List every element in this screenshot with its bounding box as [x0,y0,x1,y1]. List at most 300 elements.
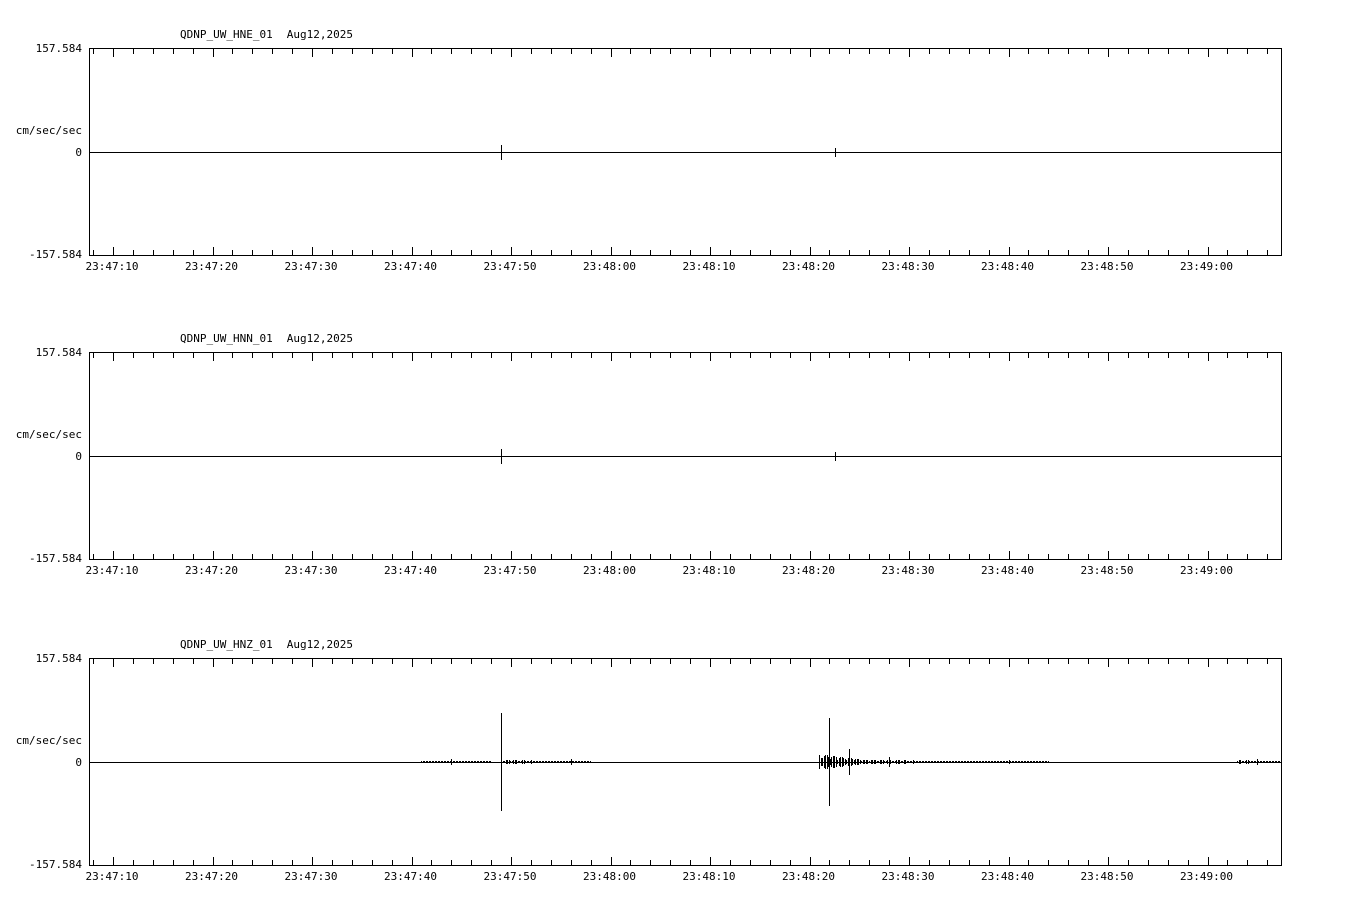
axis-minor-tick [770,554,771,559]
trace-baseline-hnz [90,762,1281,763]
axis-minor-tick [730,554,731,559]
axis-minor-tick [173,353,174,358]
y-axis-min-label: -157.584 [29,248,82,261]
axis-minor-tick [431,554,432,559]
axis-minor-tick [929,860,930,865]
axis-minor-tick [949,554,950,559]
y-axis-zero-label: 0 [75,756,82,769]
axis-minor-tick [929,659,930,664]
axis-minor-tick [571,659,572,664]
axis-minor-tick [1188,49,1189,54]
top-tick-row [90,353,1281,359]
axis-minor-tick [491,49,492,54]
axis-minor-tick [252,353,253,358]
axis-major-tick [810,551,811,559]
axis-minor-tick [232,860,233,865]
axis-minor-tick [1068,250,1069,255]
axis-major-tick [1009,49,1010,57]
axis-minor-tick [889,353,890,358]
axis-major-tick [213,659,214,667]
axis-minor-tick [790,860,791,865]
axis-minor-tick [849,250,850,255]
axis-minor-tick [471,860,472,865]
axis-minor-tick [1028,554,1029,559]
axis-minor-tick [770,49,771,54]
axis-major-tick [909,857,910,865]
axis-minor-tick [451,49,452,54]
axis-minor-tick [571,353,572,358]
axis-minor-tick [173,49,174,54]
axis-major-tick [113,857,114,865]
axis-minor-tick [969,554,970,559]
axis-minor-tick [193,554,194,559]
y-axis-units-label: cm/sec/sec [15,734,82,747]
axis-major-tick [1208,49,1209,57]
axis-major-tick [113,659,114,667]
axis-minor-tick [153,49,154,54]
axis-minor-tick [332,353,333,358]
coda-sample [1281,761,1282,763]
axis-minor-tick [1128,250,1129,255]
axis-minor-tick [790,49,791,54]
axis-minor-tick [571,250,572,255]
axis-major-tick [909,353,910,361]
axis-minor-tick [750,860,751,865]
axis-minor-tick [352,353,353,358]
axis-major-tick [113,551,114,559]
axis-minor-tick [1068,659,1069,664]
axis-minor-tick [1128,860,1129,865]
axis-minor-tick [1267,860,1268,865]
y-axis-units-label: cm/sec/sec [15,428,82,441]
axis-major-tick [1208,353,1209,361]
axis-minor-tick [531,659,532,664]
axis-minor-tick [1247,353,1248,358]
axis-minor-tick [1148,49,1149,54]
axis-minor-tick [571,860,572,865]
axis-minor-tick [1148,659,1149,664]
axis-minor-tick [1128,554,1129,559]
y-axis-max-label: 157.584 [35,346,82,359]
axis-minor-tick [153,353,154,358]
axis-minor-tick [849,353,850,358]
axis-major-tick [611,49,612,57]
x-tick-label: 23:47:50 [483,870,537,883]
axis-minor-tick [471,353,472,358]
axis-minor-tick [650,554,651,559]
panel-date-label: Aug12,2025 [286,638,353,651]
axis-minor-tick [989,353,990,358]
axis-minor-tick [272,659,273,664]
axis-minor-tick [1227,49,1228,54]
axis-minor-tick [670,250,671,255]
axis-minor-tick [869,659,870,664]
axis-minor-tick [332,250,333,255]
axis-minor-tick [989,860,990,865]
axis-minor-tick [790,554,791,559]
axis-minor-tick [1267,250,1268,255]
axis-minor-tick [292,353,293,358]
top-tick-row [90,659,1281,665]
axis-minor-tick [591,353,592,358]
x-tick-label: 23:47:50 [483,564,537,577]
x-axis-labels-hnn [85,564,1282,582]
x-axis-labels-hne [85,260,1282,278]
axis-minor-tick [1188,554,1189,559]
x-tick-label: 23:48:10 [682,870,736,883]
axis-minor-tick [332,554,333,559]
axis-major-tick [213,551,214,559]
axis-major-tick [412,49,413,57]
axis-minor-tick [392,554,393,559]
axis-major-tick [312,49,313,57]
panel-station-label: QDNP_UW_HNN_01 [180,332,273,345]
axis-minor-tick [332,860,333,865]
axis-minor-tick [272,353,273,358]
x-tick-label: 23:47:30 [284,564,338,577]
x-tick-label: 23:47:30 [284,260,338,273]
axis-minor-tick [1068,554,1069,559]
axis-major-tick [710,857,711,865]
axis-major-tick [611,247,612,255]
x-tick-label: 23:48:20 [782,260,835,273]
axis-minor-tick [989,554,990,559]
axis-minor-tick [1048,49,1049,54]
axis-major-tick [412,551,413,559]
axis-minor-tick [670,554,671,559]
axis-minor-tick [969,860,970,865]
axis-minor-tick [889,860,890,865]
axis-minor-tick [352,49,353,54]
axis-major-tick [1108,659,1109,667]
axis-minor-tick [1088,353,1089,358]
axis-minor-tick [93,250,94,255]
axis-minor-tick [332,659,333,664]
axis-minor-tick [849,659,850,664]
axis-minor-tick [829,554,830,559]
axis-minor-tick [551,250,552,255]
axis-minor-tick [193,659,194,664]
axis-minor-tick [372,353,373,358]
axis-minor-tick [770,353,771,358]
axis-minor-tick [292,49,293,54]
axis-minor-tick [292,554,293,559]
axis-minor-tick [690,659,691,664]
axis-minor-tick [690,49,691,54]
y-axis-zero-label: 0 [75,146,82,159]
axis-minor-tick [1247,49,1248,54]
axis-minor-tick [272,860,273,865]
axis-minor-tick [929,250,930,255]
axis-minor-tick [252,250,253,255]
axis-minor-tick [650,659,651,664]
axis-minor-tick [133,250,134,255]
panel-title-hne [180,28,353,41]
axis-minor-tick [1188,659,1189,664]
axis-minor-tick [1227,250,1228,255]
x-tick-label: 23:47:50 [483,260,537,273]
axis-minor-tick [670,49,671,54]
x-tick-label: 23:47:10 [85,870,139,883]
axis-minor-tick [650,250,651,255]
axis-minor-tick [133,554,134,559]
axis-minor-tick [849,49,850,54]
axis-major-tick [412,247,413,255]
axis-minor-tick [889,49,890,54]
axis-major-tick [312,353,313,361]
axis-minor-tick [1128,49,1129,54]
axis-minor-tick [491,554,492,559]
axis-major-tick [611,857,612,865]
axis-major-tick [213,353,214,361]
axis-major-tick [1208,659,1209,667]
x-tick-label: 23:48:50 [1080,260,1134,273]
axis-major-tick [511,353,512,361]
axis-minor-tick [372,659,373,664]
axis-minor-tick [173,860,174,865]
axis-minor-tick [1088,250,1089,255]
x-tick-label: 23:47:40 [384,260,437,273]
axis-minor-tick [372,49,373,54]
axis-minor-tick [193,49,194,54]
axis-minor-tick [969,659,970,664]
axis-minor-tick [889,554,890,559]
axis-minor-tick [1267,49,1268,54]
axis-minor-tick [829,250,830,255]
axis-minor-tick [372,250,373,255]
axis-minor-tick [392,353,393,358]
axis-minor-tick [451,353,452,358]
axis-major-tick [810,247,811,255]
axis-major-tick [1108,857,1109,865]
axis-minor-tick [690,860,691,865]
axis-minor-tick [252,554,253,559]
axis-minor-tick [770,860,771,865]
axis-minor-tick [889,250,890,255]
axis-minor-tick [551,860,552,865]
axis-minor-tick [829,353,830,358]
axis-minor-tick [1168,353,1169,358]
x-tick-label: 23:48:30 [881,564,935,577]
axis-major-tick [810,49,811,57]
axis-minor-tick [431,659,432,664]
axis-minor-tick [591,659,592,664]
axis-minor-tick [1188,250,1189,255]
axis-major-tick [511,551,512,559]
axis-minor-tick [929,554,930,559]
x-tick-label: 23:48:00 [583,260,636,273]
axis-minor-tick [173,659,174,664]
axis-minor-tick [949,659,950,664]
axis-minor-tick [93,659,94,664]
axis-minor-tick [949,353,950,358]
axis-minor-tick [690,250,691,255]
axis-major-tick [710,659,711,667]
y-axis-zero-label: 0 [75,450,82,463]
axis-minor-tick [1168,659,1169,664]
axis-minor-tick [929,353,930,358]
axis-minor-tick [969,250,970,255]
axis-major-tick [909,247,910,255]
axis-minor-tick [531,49,532,54]
axis-minor-tick [232,659,233,664]
axis-minor-tick [790,353,791,358]
y-axis-max-label: 157.584 [35,652,82,665]
axis-minor-tick [392,659,393,664]
axis-minor-tick [1028,860,1029,865]
axis-major-tick [1009,551,1010,559]
x-axis-labels-hnz [85,870,1282,888]
axis-minor-tick [1048,250,1049,255]
axis-minor-tick [1247,860,1248,865]
axis-major-tick [810,857,811,865]
axis-minor-tick [1088,659,1089,664]
axis-major-tick [1208,857,1209,865]
axis-major-tick [412,857,413,865]
axis-major-tick [1009,659,1010,667]
axis-minor-tick [1048,554,1049,559]
axis-minor-tick [1128,353,1129,358]
axis-minor-tick [1168,860,1169,865]
bottom-tick-row [90,249,1281,255]
axis-minor-tick [670,353,671,358]
axis-minor-tick [193,353,194,358]
axis-minor-tick [1088,554,1089,559]
axis-minor-tick [252,860,253,865]
axis-minor-tick [173,554,174,559]
x-tick-label: 23:48:40 [981,870,1034,883]
axis-minor-tick [551,49,552,54]
axis-minor-tick [591,49,592,54]
axis-minor-tick [133,49,134,54]
axis-minor-tick [1068,860,1069,865]
panel-date-label: Aug12,2025 [286,28,353,41]
x-tick-label: 23:48:40 [981,260,1034,273]
axis-minor-tick [352,659,353,664]
axis-minor-tick [730,659,731,664]
panel-date-label: Aug12,2025 [286,332,353,345]
y-axis-min-label: -157.584 [29,552,82,565]
x-tick-label: 23:47:20 [185,260,238,273]
axis-minor-tick [1267,353,1268,358]
axis-minor-tick [491,860,492,865]
axis-major-tick [312,247,313,255]
axis-minor-tick [471,659,472,664]
axis-major-tick [1009,857,1010,865]
axis-minor-tick [770,659,771,664]
axis-minor-tick [531,353,532,358]
axis-minor-tick [193,250,194,255]
axis-minor-tick [451,860,452,865]
axis-major-tick [710,353,711,361]
axis-minor-tick [292,860,293,865]
axis-minor-tick [969,49,970,54]
axis-minor-tick [431,49,432,54]
axis-minor-tick [531,554,532,559]
axis-major-tick [1108,247,1109,255]
x-tick-label: 23:48:40 [981,564,1034,577]
axis-minor-tick [869,353,870,358]
axis-minor-tick [252,659,253,664]
axis-minor-tick [1028,659,1029,664]
axis-minor-tick [650,860,651,865]
axis-minor-tick [690,554,691,559]
axis-major-tick [511,49,512,57]
axis-minor-tick [1227,659,1228,664]
x-tick-label: 23:48:00 [583,564,636,577]
plot-area-hnn [89,352,1282,560]
axis-minor-tick [929,49,930,54]
bottom-tick-row [90,859,1281,865]
x-tick-label: 23:47:20 [185,870,238,883]
axis-minor-tick [650,49,651,54]
panel-title-hnn [180,332,353,345]
axis-minor-tick [1128,659,1129,664]
axis-major-tick [909,551,910,559]
axis-minor-tick [272,49,273,54]
axis-minor-tick [949,860,950,865]
axis-minor-tick [750,353,751,358]
axis-minor-tick [730,49,731,54]
x-tick-label: 23:47:30 [284,870,338,883]
axis-minor-tick [869,49,870,54]
axis-minor-tick [829,49,830,54]
y-axis-max-label: 157.584 [35,42,82,55]
x-tick-label: 23:48:20 [782,870,835,883]
axis-minor-tick [133,659,134,664]
axis-major-tick [611,659,612,667]
axis-minor-tick [730,860,731,865]
x-tick-label: 23:47:10 [85,564,139,577]
axis-minor-tick [1227,554,1228,559]
x-tick-label: 23:47:40 [384,564,437,577]
axis-minor-tick [849,860,850,865]
axis-minor-tick [431,250,432,255]
axis-minor-tick [153,659,154,664]
axis-major-tick [1108,49,1109,57]
axis-major-tick [113,247,114,255]
x-tick-label: 23:49:00 [1180,870,1233,883]
axis-minor-tick [392,860,393,865]
axis-minor-tick [591,250,592,255]
axis-major-tick [511,857,512,865]
seismogram-panel-hnn [0,330,1358,590]
trace-baseline-hnn [90,456,1281,457]
axis-minor-tick [591,554,592,559]
axis-minor-tick [670,860,671,865]
axis-major-tick [312,659,313,667]
axis-minor-tick [1028,49,1029,54]
axis-minor-tick [1048,659,1049,664]
seismogram-panel-hne [0,26,1358,286]
axis-minor-tick [352,250,353,255]
axis-major-tick [312,857,313,865]
x-tick-label: 23:48:10 [682,260,736,273]
axis-minor-tick [989,659,990,664]
axis-major-tick [1208,551,1209,559]
axis-minor-tick [471,554,472,559]
axis-minor-tick [630,554,631,559]
plot-area-hnz [89,658,1282,866]
axis-minor-tick [471,250,472,255]
axis-minor-tick [869,860,870,865]
axis-minor-tick [989,250,990,255]
axis-minor-tick [1267,659,1268,664]
axis-major-tick [611,353,612,361]
top-tick-row [90,49,1281,55]
x-tick-label: 23:48:50 [1080,564,1134,577]
x-tick-label: 23:48:20 [782,564,835,577]
